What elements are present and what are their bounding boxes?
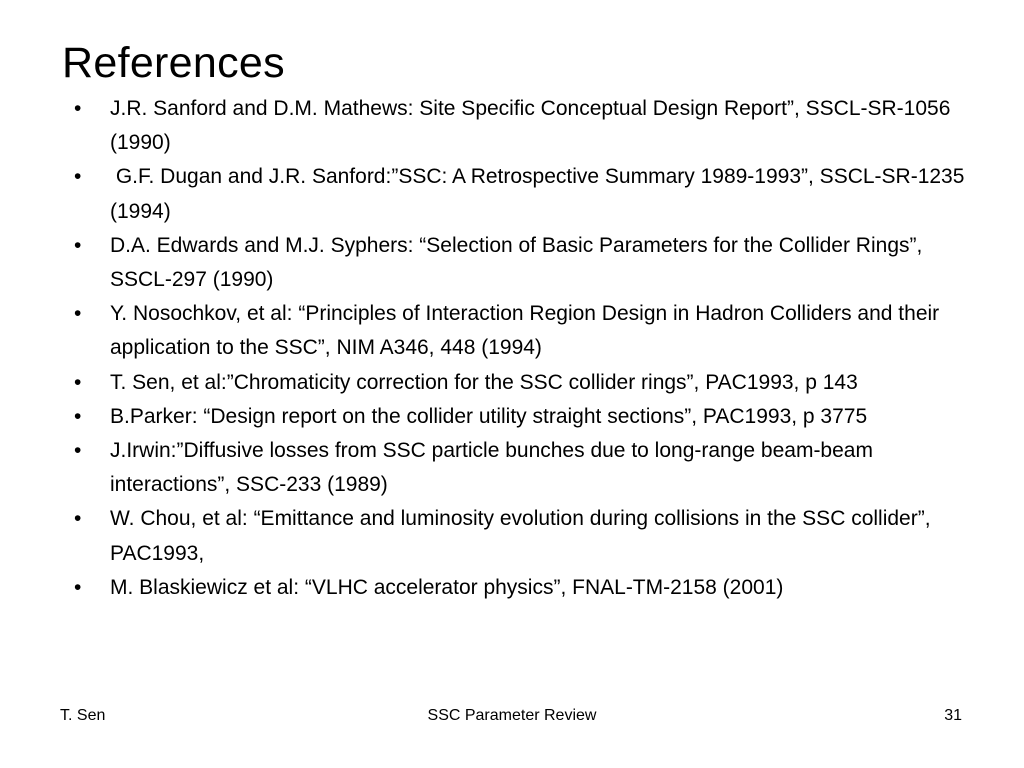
bullet-icon: • [74, 370, 82, 394]
reference-text: J.R. Sanford and D.M. Mathews: Site Specific Conceptual Design Report”, SSCL-SR-1056 (1990) [110, 97, 951, 155]
list-item [74, 571, 986, 605]
reference-text: D.A. Edwards and M.J. Syphers: “Selection of Basic Parameters for the Collider Rings”, SSCL-297 (1990) [110, 233, 923, 292]
reference-text: G.F. Dugan and J.R. Sanford:”SSC: A Retrospective Summary 1989-1993”, SSCL-SR-1235 (1994) [110, 165, 971, 223]
list-item [74, 92, 986, 160]
reference-text: B.Parker: “Design report on the collider utility straight sections”, PAC1993, p 3775 [110, 404, 868, 428]
reference-list [74, 92, 986, 605]
reference-text: T. Sen, et al:”Chromaticity correction for the SSC collider rings”, PAC1993, p 143 [110, 370, 858, 394]
page-number: 31 [944, 707, 962, 724]
reference-text: W. Chou, et al: “Emittance and luminosity evolution during collisions in the SSC collider”, PAC1993, [110, 507, 931, 565]
bullet-icon: • [74, 404, 82, 428]
bullet-icon: • [74, 233, 82, 257]
list-item [74, 434, 986, 502]
slide-title: References [62, 39, 285, 87]
list-item [74, 502, 986, 570]
reference-text: Y. Nosochkov, et al: “Principles of Interaction Region Design in Hadron Colliders and their application to the SSC”, NIM A346, 448 (1994) [110, 302, 940, 360]
list-item [74, 400, 986, 434]
list-item [74, 229, 986, 297]
bullet-icon: • [74, 302, 82, 326]
bullet-icon: • [74, 97, 82, 120]
bullet-icon: • [74, 439, 82, 463]
reference-text: M. Blaskiewicz et al: “VLHC accelerator physics”, FNAL-TM-2158 (2001) [110, 575, 784, 599]
bullet-icon: • [74, 507, 82, 531]
list-item [74, 297, 986, 365]
bullet-icon: • [74, 165, 82, 189]
reference-text: J.Irwin:”Diffusive losses from SSC particle bunches due to long-range beam-beam interactions”, SSC-233 (1989) [110, 439, 873, 497]
list-item [74, 366, 986, 400]
bullet-icon: • [74, 575, 82, 599]
footer-author: T. Sen [60, 707, 106, 724]
list-item [74, 160, 986, 228]
footer-title: SSC Parameter Review [427, 707, 597, 724]
